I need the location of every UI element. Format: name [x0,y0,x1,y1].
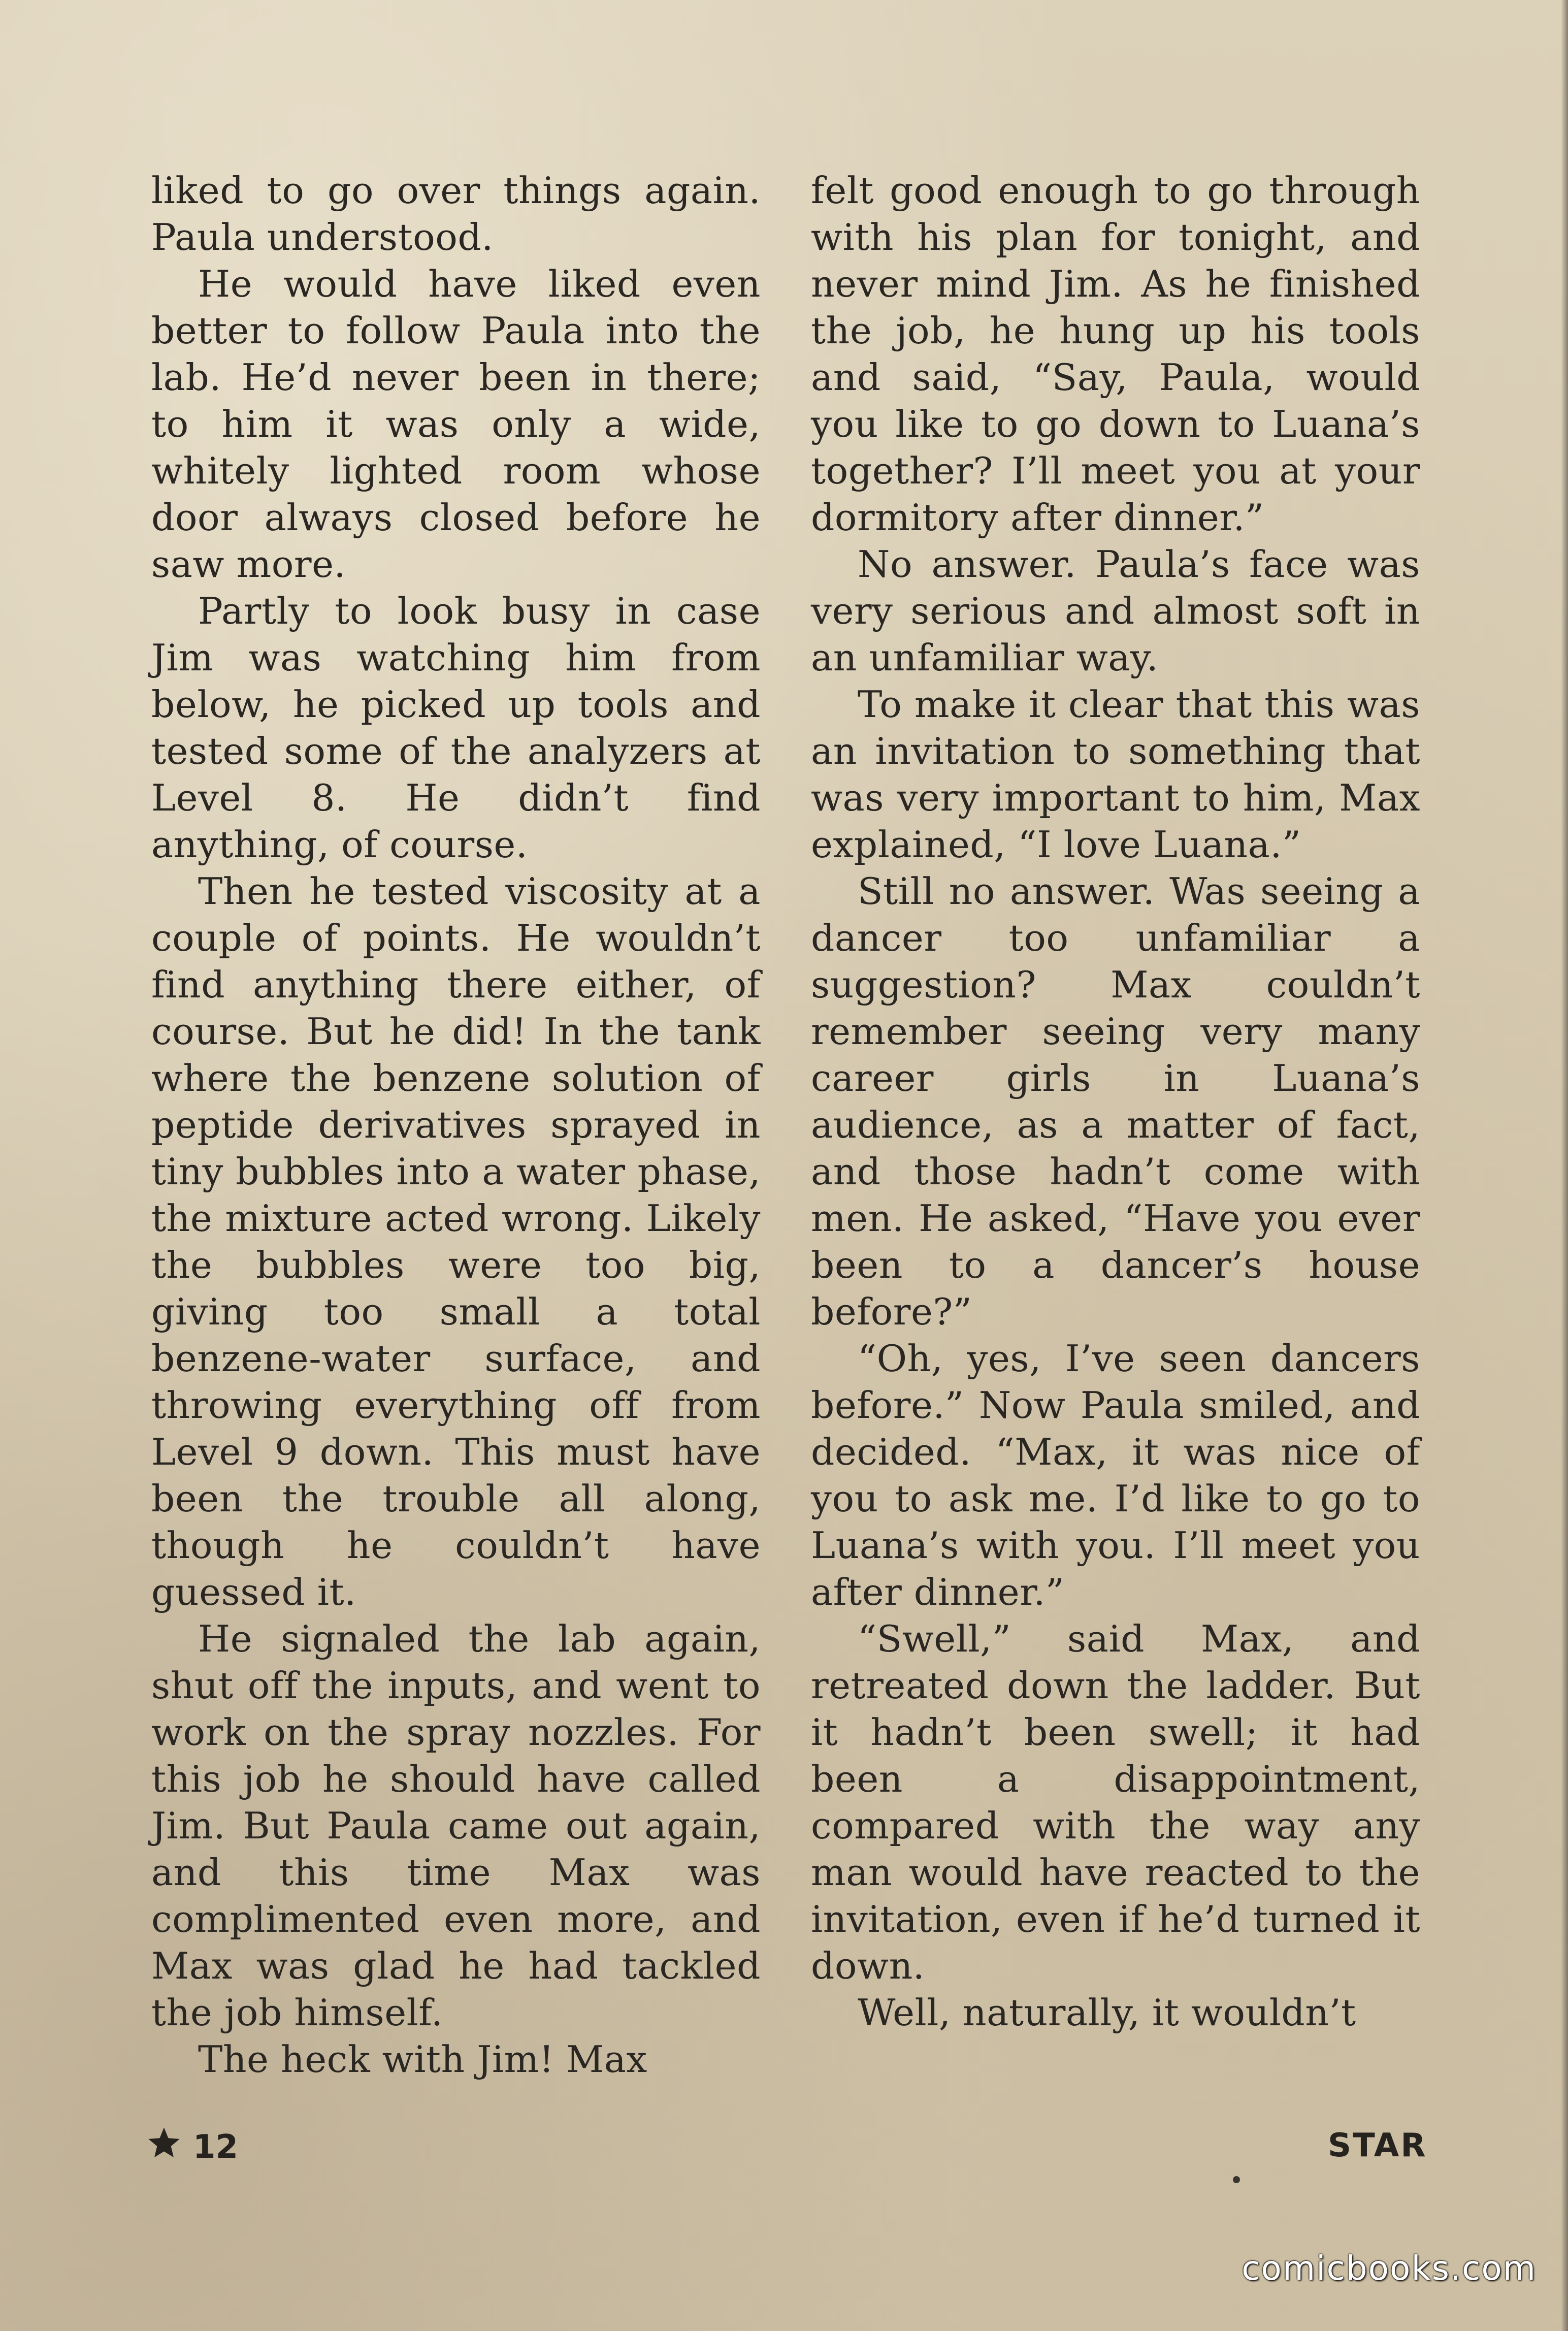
magazine-name: STAR [1328,2127,1427,2164]
paragraph: Well, naturally, it wouldn’t [858,1992,1356,2034]
page-number: 12 [193,2128,239,2166]
paragraph: felt good enough to go through with his plan for tonight, and never mind Jim. As he finished the job, he hung up his tools and said, “Say, Paula, would you like to go down to Luana’s together? I’ll meet you at your dormitory after dinner.” [811,170,1420,539]
paragraph: He signaled the lab again, shut off the inputs, and went to work on the spray nozzles. For this job he should have called Jim. But Paula came out again, and this time Max was complimented even more, and Max was glad he had tackled the job himself. [151,1618,761,2034]
watermark: comicbooks.com [1242,2249,1537,2288]
paragraph: Then he tested viscosity at a couple of points. He wouldn’t find anything there either, of course. But he did! In the tank where the benzene solution of peptide derivatives sprayed in tiny bubbles into a water phase, the mixture acted wrong. Likely the bubbles were too big, giving too small a total benzene-water surface, and throwing everything off from Level 9 down. This must have been the trouble all along, though he couldn’t have guessed it. [151,870,761,1614]
paragraph: He would have liked even better to follow Paula into the lab. He’d never been in there; to him it was only a wide, whitely lighted room whose door always closed before he saw more. [151,263,761,586]
paragraph: “Swell,” said Max, and retreated down the ladder. But it hadn’t been swell; it had been a disappointment, compared with the way any man would have reacted to the invitation, even if he’d turned it down. [811,1618,1420,1988]
footer-page-number [146,2125,238,2167]
left-text-column [151,168,761,2083]
star-icon [146,2125,182,2161]
paragraph: Partly to look busy in case Jim was watching him from below, he picked up tools and tested some of the analyzers at Level 8. He didn’t find anything, of course. [151,590,761,866]
paragraph: Still no answer. Was seeing a dancer too unfamiliar a suggestion? Max couldn’t remember seeing very many career girls in Luana’s audience, as a matter of fact, and those hadn’t come with men. He asked, “Have you ever been to a dancer’s house before?” [811,870,1420,1334]
paragraph: liked to go over things again. Paula understood. [151,170,761,259]
page-edge-shadow [1561,0,1568,2331]
paragraph: “Oh, yes, I’ve seen dancers before.” Now Paula smiled, and decided. “Max, it was nice of you to ask me. I’d like to go to Luana’s with you. I’ll meet you after dinner.” [811,1338,1420,1614]
right-text-column [811,168,1420,2036]
paragraph: To make it clear that this was an invitation to something that was very important to him, Max explained, “I love Luana.” [811,684,1420,866]
ink-speck [1233,2176,1240,2183]
paragraph: No answer. Paula’s face was very serious and almost soft in an unfamiliar way. [811,543,1420,679]
paragraph: The heck with Jim! Max [198,2038,647,2081]
